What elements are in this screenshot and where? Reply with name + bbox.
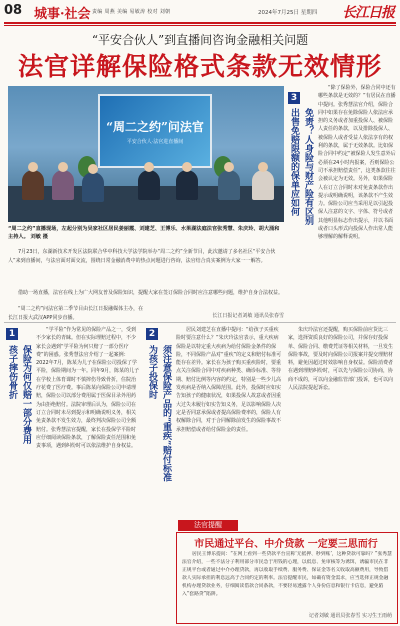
- section-1-headline-b: 保险为何仅赔一部分费用: [21, 345, 31, 444]
- masthead-rule: [4, 22, 396, 24]
- studio-screen: [98, 94, 212, 168]
- article-photo: [8, 86, 284, 222]
- masthead: [0, 0, 400, 22]
- lead-paragraph-2: 借助一场直播，法官在线上为广大网友普及保险知识，提醒大家在签订保险合同时应注意哪些问题，维护自身合法权益。: [18, 290, 284, 296]
- legal-box-reporter: 记者刘敏 通讯员张春雪 实习生王雨萌: [308, 613, 392, 619]
- guest-2-head: [58, 162, 68, 172]
- guest-4-head: [224, 162, 234, 172]
- section-divider: [4, 322, 396, 323]
- section-1-body: “学平险”作为常见的保险产品之一，受到不少家长的青睐。但在实际理赔过程中，不少家长会遇到“学平险为何只赔了一部分医疗费”的困惑。张秀慧法官介绍了一起案例：2022年7月，陈某为儿子在保险公司投保了学平险，保险期间为一年。同年9月，陈某的儿子在学校上体育课时不慎摔伤导致骨折，住院治疗花费了医疗费。事后陈某向保险公司申请理赔，保险公司以部分费用属于医保目录外用药为由拒绝赔付。法院审理后认为，保险公司在订立合同时未尽到提示和明确说明义务，相关免责条款不发生效力，最终判决保险公司全额赔付。张秀慧法官提醒，家长在投保学平险时应仔细阅读保险条款，了解保险责任范围和免责事项，遇到纠纷时可以依法维护自身权益。: [36, 327, 140, 450]
- masthead-rule-thin: [4, 25, 396, 26]
- section-3-headline-a: 出售免赔限额的保单应如何: [289, 108, 299, 216]
- issue-date: 2024年7月25日 星期四: [258, 10, 318, 16]
- paper-logo: 长江日报: [342, 5, 394, 21]
- section-2-headline-a: 为孩子投保时: [147, 345, 157, 399]
- photo-caption: “周二之约”直播现场，左起分别为吴家社区居民姜丽霞、刘建芝、王博乐、水果湖法庭法官张秀慧、朱庆玲、胡大涌和主持人。 刘敏 摄: [8, 226, 280, 240]
- host-head: [258, 162, 268, 172]
- guest-1: [22, 170, 44, 200]
- lead-paragraph-3: “周二之约”问法官第二季节目由长江日报融媒体主办，在长江日报大武汉APP同步直播。: [8, 306, 144, 321]
- guest-1-head: [28, 162, 38, 172]
- section-name: 城事·社会: [34, 7, 91, 22]
- judge-2: [176, 170, 198, 200]
- studio-screen-subtitle: 平安合伙人·法官进直播间: [126, 139, 184, 145]
- legal-box-body: 居民王博乐提问：“在网上看到一些贷款平台宣称‘无抵押、秒到账’，这种贷款可靠吗？”张秀慧法官介绍，一些不法分子利用部分市民急于用钱的心理，以低息、免审核等为诱饵，诱骗市民在非正规平台或者通过中介办理贷款，再以收取手续费、服务费、保证金等名义收取高额费用，导致借款人实际承担的利息远高于合同约定的利率。法官提醒市民，如确有资金需求，应当选择正规金融机构办理贷款业务，仔细阅读借款合同条款，不要轻易透露个人身份信息和银行卡信息，避免陷入“套路贷”陷阱。: [182, 552, 392, 597]
- judge-2-head: [182, 162, 192, 172]
- byline: 长江日报记者刘敏 通讯员张春雪: [212, 313, 284, 319]
- guest-3: [82, 172, 104, 202]
- editors-line: 责编 周燕 美编 易敏涛 校对 刘朝: [92, 9, 171, 15]
- section-3-headline-b: 免责？人身险与财产险有区别: [303, 108, 313, 225]
- section-2-badge: 2: [146, 328, 158, 340]
- section-1-headline-a: 孩子摔伤骨折: [7, 345, 17, 399]
- guest-3-head: [88, 164, 98, 174]
- lead-paragraph-1: 7月23日，东湖新技术开发区法院联合华中科技大学法学院举办“周二之约”全新节目，此次邀请了多名社区“平安合伙人”来到直播间，与法官面对面交流，围绕日常金融消费中的热点问题进行咨询，法官结合真实案例为大家一一解答。: [8, 249, 276, 264]
- section-3-body: “除了保险外，保险合同中还有哪些条款是无效的？”有居民在直播中提问。张秀慧法官介绍，保险合同中如果存在免除保险人依法应承担的义务或者加重投保人、被保险人责任的条款，以及排除投保人、被保险人或者受益人依法享有的权利的条款，属于无效条款。比如保险合同中约定“被保险人发生意外后必须在24小时内报案，否则保险公司不承担赔偿责任”，这类条款往往会被认定为无效。另外，如果保险人在订立合同时未对免责条款作出提示或明确说明，该条款不产生效力。保险公司应当采用足以引起投保人注意的文字、字体、符号或者其他明显标志作出提示，并以书面或者口头形式向投保人作出常人能够理解的解释说明。: [318, 85, 396, 241]
- section-2-body-continued: 朱庆玲法官还提醒，购买保险前应货比三家，选择资质良好的保险公司，并保存好投保单、保险合同、缴费凭证等相关材料，一旦发生保险事故，要及时向保险公司报案并提交理赔材料，避免因超过时效影响自身权益。保险消费者在遇到理赔纠纷时，可以先与保险公司协商，协商不成的，可以向金融监管部门投诉，也可以向人民法院提起诉讼。: [288, 327, 394, 392]
- guest-4: [218, 170, 240, 200]
- article-headline: 法官详解保险格式条款无效情形: [17, 52, 382, 81]
- studio-screen-title: “周二之约”问法官: [106, 120, 204, 134]
- guest-2: [52, 170, 74, 200]
- legal-box-title: 市民通过平台、中介贷款 一定要三思而行: [194, 539, 378, 550]
- legal-box-tag: 法官提醒: [178, 520, 238, 531]
- judge-1-head: [144, 162, 154, 172]
- article-kicker: “平安合伙人”到直播间咨询金融相关问题: [91, 33, 309, 47]
- judge-1: [138, 170, 160, 200]
- section-3-badge: 3: [288, 92, 300, 104]
- section-2-headline-b: 须注意保险产品的“重疾”赔付标准: [161, 345, 171, 482]
- host: [252, 170, 274, 200]
- section-number: 08: [4, 3, 23, 18]
- section-1-badge: 1: [6, 328, 18, 340]
- section-2-body: 居民刘建芝在直播中提问：“给孩子买重疾险时要注意什么？”朱庆玲法官表示，重大疾病保险是以特定重大疾病为给付保险金条件的保险，不同保险产品对“重疾”的定义和赔付标准可能存在差异。家长在为孩子购买重疾险时，要重点关注保险合同中对疾病种类、确诊标准、等待期、赔付比例等内容的约定，特别是一些少儿高发疾病是否纳入保障范围。此外，投保时应如实告知孩子的健康状况，如果投保人故意或者因重大过失未履行如实告知义务，足以影响保险人决定是否同意承保或者提高保险费率的，保险人有权解除合同，对于合同解除前发生的保险事故不承担赔偿或者给付保险金的责任。: [176, 327, 282, 433]
